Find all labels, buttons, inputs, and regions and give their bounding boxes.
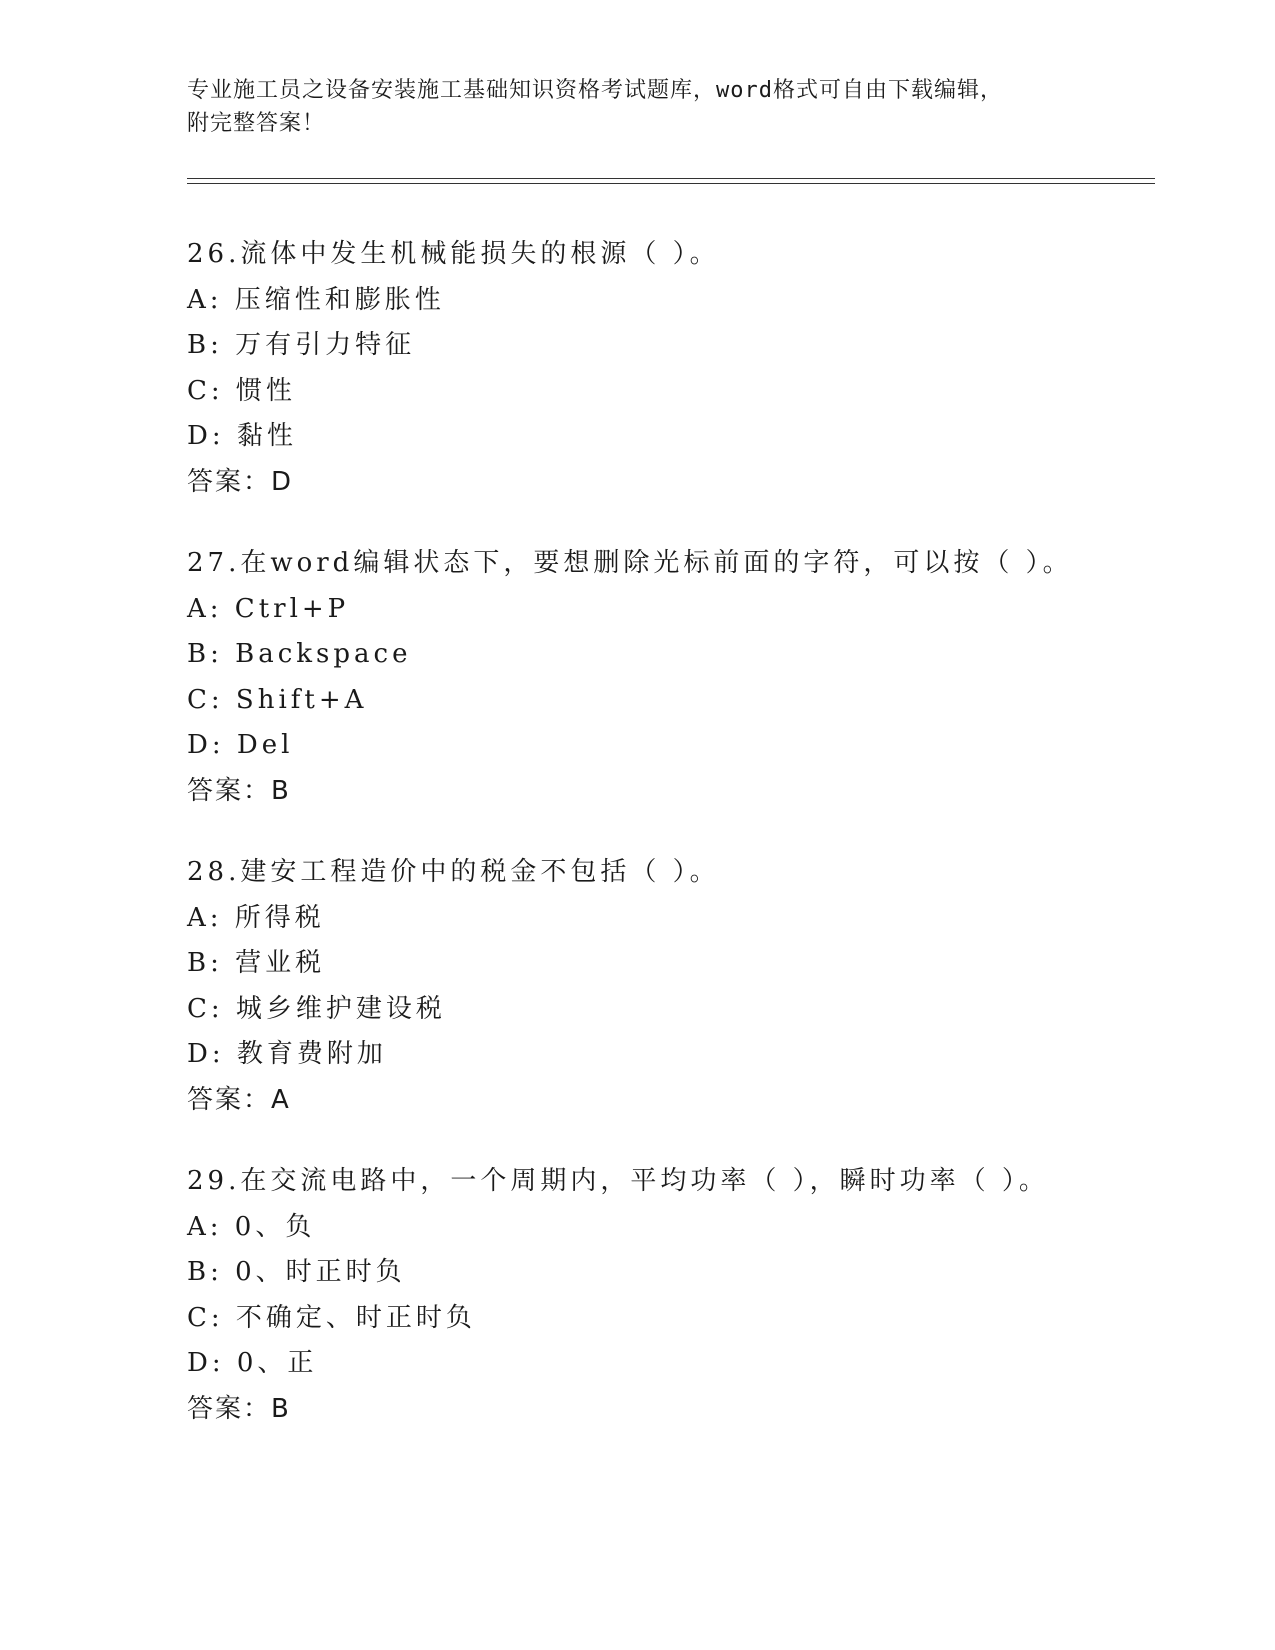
option-b: B: Backspace: [187, 639, 412, 669]
option-b: B: 0、时正时负: [187, 1257, 406, 1287]
question-26: [187, 232, 1147, 505]
document-header: [187, 74, 1087, 140]
question-stem: 28.建安工程造价中的税金不包括（ ）。: [187, 857, 720, 887]
option-d: D: 黏性: [187, 421, 297, 451]
question-27: [187, 541, 1147, 814]
answer: 答案：B: [187, 775, 291, 806]
option-d: D: 教育费附加: [187, 1039, 387, 1069]
option-a: A: Ctrl+P: [187, 593, 350, 624]
option-c: C: Shift+A: [187, 684, 368, 715]
header-line-1: 专业施工员之设备安装施工基础知识资格考试题库，word格式可自由下载编辑，: [187, 78, 1003, 103]
header-divider-bottom: [187, 183, 1155, 184]
option-d: D: 0、正: [187, 1348, 318, 1378]
header-divider-top: [187, 178, 1155, 179]
answer: 答案：B: [187, 1393, 291, 1424]
answer: 答案：A: [187, 1084, 291, 1115]
header-line-2: 附完整答案！: [187, 111, 326, 136]
answer: 答案：D: [187, 466, 294, 497]
question-stem: 29.在交流电路中，一个周期内，平均功率（ ），瞬时功率（ ）。: [187, 1166, 1049, 1196]
option-b: B: 万有引力特征: [187, 330, 416, 360]
option-c: C: 不确定、时正时负: [187, 1302, 476, 1333]
question-29: [187, 1159, 1147, 1432]
option-d: D: Del: [187, 730, 294, 760]
option-a: A: 所得税: [187, 902, 325, 933]
option-b: B: 营业税: [187, 948, 326, 978]
option-c: C: 惯性: [187, 375, 296, 406]
question-stem: 27.在word编辑状态下，要想删除光标前面的字符，可以按（ ）。: [187, 548, 1073, 578]
question-28: [187, 850, 1147, 1123]
option-a: A: 压缩性和膨胀性: [187, 284, 445, 315]
question-stem: 26.流体中发生机械能损失的根源（ ）。: [187, 239, 720, 269]
question-list: [187, 232, 1147, 1468]
option-a: A: 0、负: [187, 1211, 316, 1242]
option-c: C: 城乡维护建设税: [187, 993, 446, 1024]
